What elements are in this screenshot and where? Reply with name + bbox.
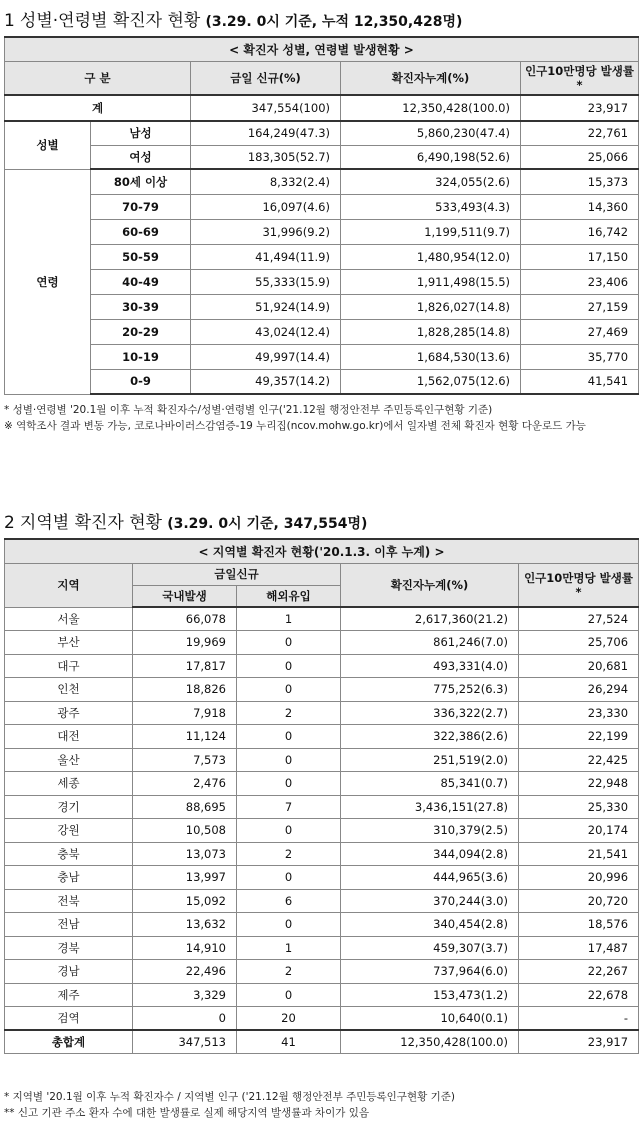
header-overseas: 해외유입 <box>237 585 341 607</box>
cell-dom: 17,817 <box>133 654 237 678</box>
cell-name: 제주 <box>5 983 133 1007</box>
section1-title: 1 성별·연령별 확진자 현황 (3.29. 0시 기준, 누적 12,350,428명) <box>4 11 463 31</box>
cell-cum: 3,436,151(27.8) <box>341 795 519 819</box>
table-row: 20-29 43,024(12.4) 1,828,285(14.8) 27,469 <box>5 319 639 344</box>
table-row <box>5 748 639 772</box>
header-rate: 인구10만명당 발생률* <box>521 61 639 95</box>
cell-rate: 18,576 <box>519 913 639 937</box>
table-row <box>5 678 639 702</box>
table-row: 성별 남성 164,249(47.3) 5,860,230(47.4) 22,761 <box>5 121 639 145</box>
table-row <box>5 631 639 655</box>
table-row <box>5 889 639 913</box>
cell-name: 검역 <box>5 1007 133 1031</box>
cell-rate: 20,996 <box>519 866 639 890</box>
cell-name: 인천 <box>5 678 133 702</box>
cell-cum: 336,322(2.7) <box>341 701 519 725</box>
cell-cum: 2,617,360(21.2) <box>341 607 519 631</box>
table-row: 60-69 31,996(9.2) 1,199,511(9.7) 16,742 <box>5 219 639 244</box>
cell-rate: 21,541 <box>519 842 639 866</box>
cell-rate: 23,330 <box>519 701 639 725</box>
cell-ovs: 6 <box>237 889 341 913</box>
table-row <box>5 913 639 937</box>
cell-dom: 2,476 <box>133 772 237 796</box>
table-row: 0-9 49,357(14.2) 1,562,075(12.6) 41,541 <box>5 369 639 394</box>
cell-name: 서울 <box>5 607 133 631</box>
cell-dom: 22,496 <box>133 960 237 984</box>
cell-ovs: 1 <box>237 936 341 960</box>
cell-cum: 251,519(2.0) <box>341 748 519 772</box>
cell-dom: 10,508 <box>133 819 237 843</box>
cell-name: 부산 <box>5 631 133 655</box>
cell-ovs: 0 <box>237 866 341 890</box>
table-row <box>5 842 639 866</box>
cell-ovs: 2 <box>237 842 341 866</box>
cell-cum: 861,246(7.0) <box>341 631 519 655</box>
cell-rate: 22,267 <box>519 960 639 984</box>
cell-cum: 340,454(2.8) <box>341 913 519 937</box>
cell-rate: 27,524 <box>519 607 639 631</box>
header-region: 지역 <box>5 563 133 607</box>
cell-ovs: 0 <box>237 725 341 749</box>
cell-name: 광주 <box>5 701 133 725</box>
cell-ovs: 0 <box>237 654 341 678</box>
section1-notes <box>4 402 636 434</box>
cell-dom: 7,918 <box>133 701 237 725</box>
cell-cum: 153,473(1.2) <box>341 983 519 1007</box>
table-row <box>5 819 639 843</box>
cell-cum: 85,341(0.7) <box>341 772 519 796</box>
cell-dom: 66,078 <box>133 607 237 631</box>
table-row: 50-59 41,494(11.9) 1,480,954(12.0) 17,150 <box>5 244 639 269</box>
header-cumulative: 확진자누계(%) <box>341 61 521 95</box>
cell-rate: 22,425 <box>519 748 639 772</box>
section2-notes <box>4 1089 636 1121</box>
table-row <box>5 654 639 678</box>
cell-dom: 88,695 <box>133 795 237 819</box>
cell-cum: 344,094(2.8) <box>341 842 519 866</box>
footnote: ** 신고 기관 주소 환자 수에 대한 발생률로 실제 해당지역 발생률과 차이가 있음 <box>4 1107 369 1119</box>
gender-age-table <box>4 36 639 395</box>
cell-name: 대구 <box>5 654 133 678</box>
footnote: ※ 역학조사 결과 변동 가능, 코로나바이러스감염증-19 누리집(ncov.mohw.go.kr)에서 일자별 전체 확진자 현황 다운로드 가능 <box>4 420 586 432</box>
table-row <box>5 1007 639 1031</box>
region-table <box>4 538 639 1054</box>
cell-cum: 444,965(3.6) <box>341 866 519 890</box>
cell-cum: 310,379(2.5) <box>341 819 519 843</box>
section2-title: 2 지역별 확진자 현황 (3.29. 0시 기준, 347,554명) <box>4 513 368 533</box>
total-row: 총합계 347,513 41 12,350,428(100.0) 23,917 <box>5 1030 639 1053</box>
cell-name: 울산 <box>5 748 133 772</box>
header-today: 금일신규 <box>133 563 341 585</box>
cell-cum: 737,964(6.0) <box>341 960 519 984</box>
cell-ovs: 0 <box>237 678 341 702</box>
cell-ovs: 0 <box>237 748 341 772</box>
cell-dom: 15,092 <box>133 889 237 913</box>
header-domestic: 국내발생 <box>133 585 237 607</box>
gender-group-label: 성별 <box>5 121 91 169</box>
cell-rate: 25,706 <box>519 631 639 655</box>
cell-name: 세종 <box>5 772 133 796</box>
footnote: * 지역별 '20.1월 이후 누적 확진자수 / 지역별 인구 ('21.12월 행정안전부 주민등록인구현황 기준) <box>4 1091 455 1103</box>
cell-name: 경기 <box>5 795 133 819</box>
table-row <box>5 607 639 631</box>
table-row <box>5 983 639 1007</box>
table-row: 연령 80세 이상 8,332(2.4) 324,055(2.6) 15,373 <box>5 169 639 194</box>
age-group-label: 연령 <box>5 169 91 394</box>
cell-dom: 18,826 <box>133 678 237 702</box>
header-rate: 인구10만명당 발생률* <box>519 563 639 607</box>
table-row: 30-39 51,924(14.9) 1,826,027(14.8) 27,159 <box>5 294 639 319</box>
cell-ovs: 0 <box>237 819 341 843</box>
table-row: 70-79 16,097(4.6) 533,493(4.3) 14,360 <box>5 194 639 219</box>
table-caption: < 지역별 확진자 현황('20.1.3. 이후 누계) > <box>5 539 639 563</box>
cell-ovs: 0 <box>237 772 341 796</box>
cell-name: 전북 <box>5 889 133 913</box>
table-row <box>5 772 639 796</box>
table-row <box>5 960 639 984</box>
header-cumulative: 확진자누계(%) <box>341 563 519 607</box>
table-row <box>5 866 639 890</box>
cell-dom: 13,997 <box>133 866 237 890</box>
cell-rate: 25,330 <box>519 795 639 819</box>
cell-cum: 459,307(3.7) <box>341 936 519 960</box>
table-row <box>5 795 639 819</box>
cell-rate: 26,294 <box>519 678 639 702</box>
cell-cum: 370,244(3.0) <box>341 889 519 913</box>
cell-rate: - <box>519 1007 639 1031</box>
cell-dom: 13,632 <box>133 913 237 937</box>
cell-ovs: 20 <box>237 1007 341 1031</box>
cell-ovs: 0 <box>237 913 341 937</box>
table-row: 10-19 49,997(14.4) 1,684,530(13.6) 35,770 <box>5 344 639 369</box>
cell-rate: 22,199 <box>519 725 639 749</box>
cell-cum: 775,252(6.3) <box>341 678 519 702</box>
cell-rate: 17,487 <box>519 936 639 960</box>
table-row <box>5 701 639 725</box>
cell-ovs: 0 <box>237 983 341 1007</box>
table-caption: < 확진자 성별, 연령별 발생현황 > <box>5 37 639 61</box>
cell-dom: 3,329 <box>133 983 237 1007</box>
cell-rate: 22,948 <box>519 772 639 796</box>
cell-rate: 20,681 <box>519 654 639 678</box>
cell-dom: 7,573 <box>133 748 237 772</box>
cell-name: 강원 <box>5 819 133 843</box>
cell-cum: 322,386(2.6) <box>341 725 519 749</box>
cell-ovs: 1 <box>237 607 341 631</box>
cell-name: 충북 <box>5 842 133 866</box>
cell-dom: 13,073 <box>133 842 237 866</box>
cell-dom: 11,124 <box>133 725 237 749</box>
cell-cum: 10,640(0.1) <box>341 1007 519 1031</box>
cell-dom: 0 <box>133 1007 237 1031</box>
cell-name: 경남 <box>5 960 133 984</box>
cell-dom: 19,969 <box>133 631 237 655</box>
cell-name: 경북 <box>5 936 133 960</box>
cell-rate: 20,720 <box>519 889 639 913</box>
cell-name: 충남 <box>5 866 133 890</box>
cell-name: 전남 <box>5 913 133 937</box>
footnote: * 성별·연령별 '20.1월 이후 누적 확진자수/성별·연령별 인구('21.12월 행정안전부 주민등록인구현황 기준) <box>4 404 493 416</box>
table-row: 여성 183,305(52.7) 6,490,198(52.6) 25,066 <box>5 145 639 169</box>
cell-rate: 22,678 <box>519 983 639 1007</box>
header-new: 금일 신규(%) <box>191 61 341 95</box>
table-row <box>5 936 639 960</box>
cell-ovs: 2 <box>237 701 341 725</box>
cell-ovs: 7 <box>237 795 341 819</box>
header-category: 구 분 <box>5 61 191 95</box>
cell-cum: 493,331(4.0) <box>341 654 519 678</box>
total-row: 계 347,554(100) 12,350,428(100.0) 23,917 <box>5 95 639 121</box>
cell-ovs: 0 <box>237 631 341 655</box>
cell-dom: 14,910 <box>133 936 237 960</box>
table-row <box>5 725 639 749</box>
table-row: 40-49 55,333(15.9) 1,911,498(15.5) 23,406 <box>5 269 639 294</box>
cell-ovs: 2 <box>237 960 341 984</box>
cell-rate: 20,174 <box>519 819 639 843</box>
cell-name: 대전 <box>5 725 133 749</box>
